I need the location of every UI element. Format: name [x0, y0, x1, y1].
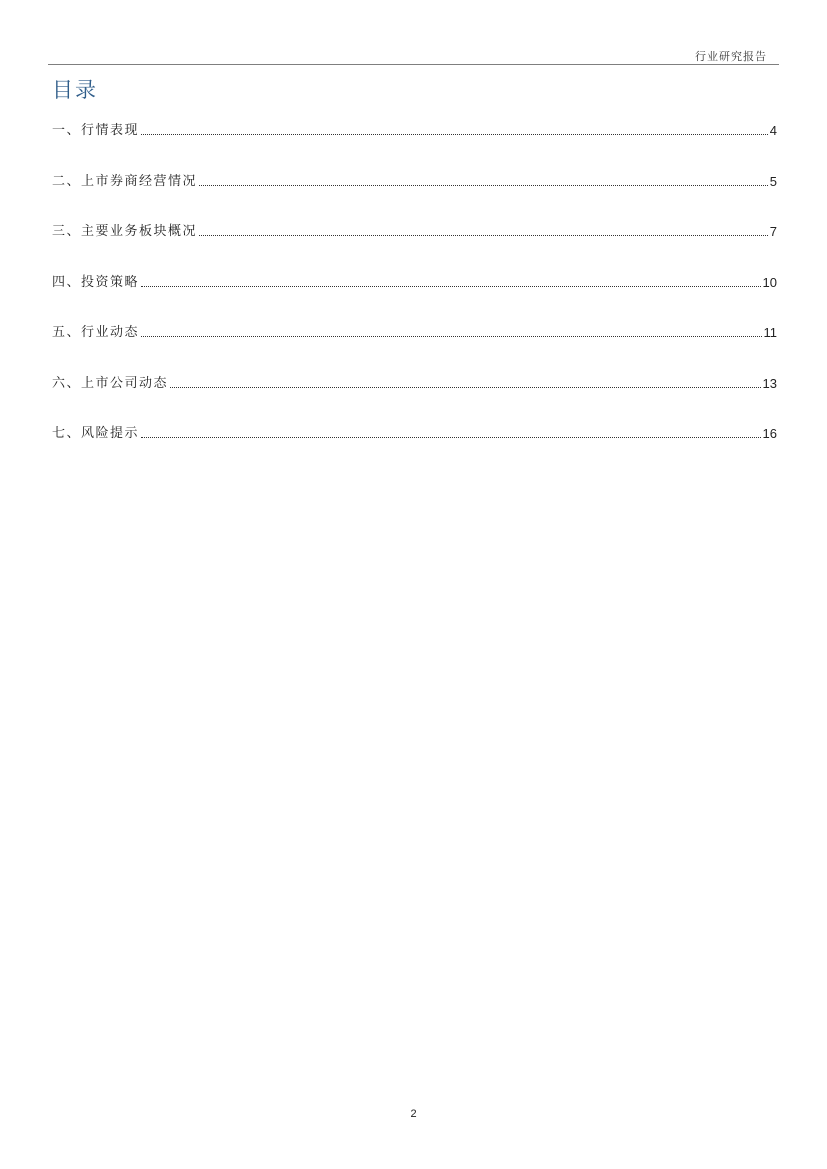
toc-entry-industry-news[interactable] [52, 323, 777, 343]
toc-dot-leader [170, 387, 761, 388]
toc-entry-market-performance[interactable] [52, 121, 777, 141]
toc-entry-page: 7 [769, 224, 777, 239]
toc-entry-page: 13 [762, 375, 777, 391]
toc-entry-text: 一、行情表现 [52, 123, 140, 138]
page-number: 2 [410, 1108, 417, 1120]
table-of-contents [52, 121, 777, 475]
toc-entry-text: 七、风险提示 [52, 426, 140, 441]
toc-entry-business-segments[interactable] [52, 222, 777, 242]
toc-entry-page: 5 [769, 173, 777, 189]
toc-title: 目录 [52, 78, 98, 102]
toc-dot-leader [141, 437, 761, 438]
toc-entry-page: 10 [762, 274, 777, 290]
header-divider [48, 64, 779, 65]
toc-entry-company-news[interactable] [52, 374, 777, 394]
toc-dot-leader [141, 336, 761, 337]
toc-entry-text: 二、上市券商经营情况 [52, 173, 198, 189]
toc-entry-text: 六、上市公司动态 [52, 375, 169, 391]
toc-entry-text: 三、主要业务板块概况 [52, 224, 198, 239]
toc-entry-investment-strategy[interactable] [52, 273, 777, 293]
toc-entry-broker-operations[interactable] [52, 172, 777, 192]
toc-dot-leader [141, 134, 768, 135]
toc-dot-leader [199, 185, 768, 186]
toc-entry-page: 16 [762, 426, 777, 441]
toc-entry-risk-warning[interactable] [52, 424, 777, 444]
report-type-label: 行业研究报告 [695, 50, 767, 63]
toc-dot-leader [199, 235, 768, 236]
toc-entry-text: 四、投资策略 [52, 274, 140, 290]
toc-entry-page: 4 [769, 123, 777, 138]
toc-entry-text: 五、行业动态 [52, 325, 140, 340]
toc-dot-leader [141, 286, 761, 287]
toc-entry-page: 11 [763, 325, 777, 340]
